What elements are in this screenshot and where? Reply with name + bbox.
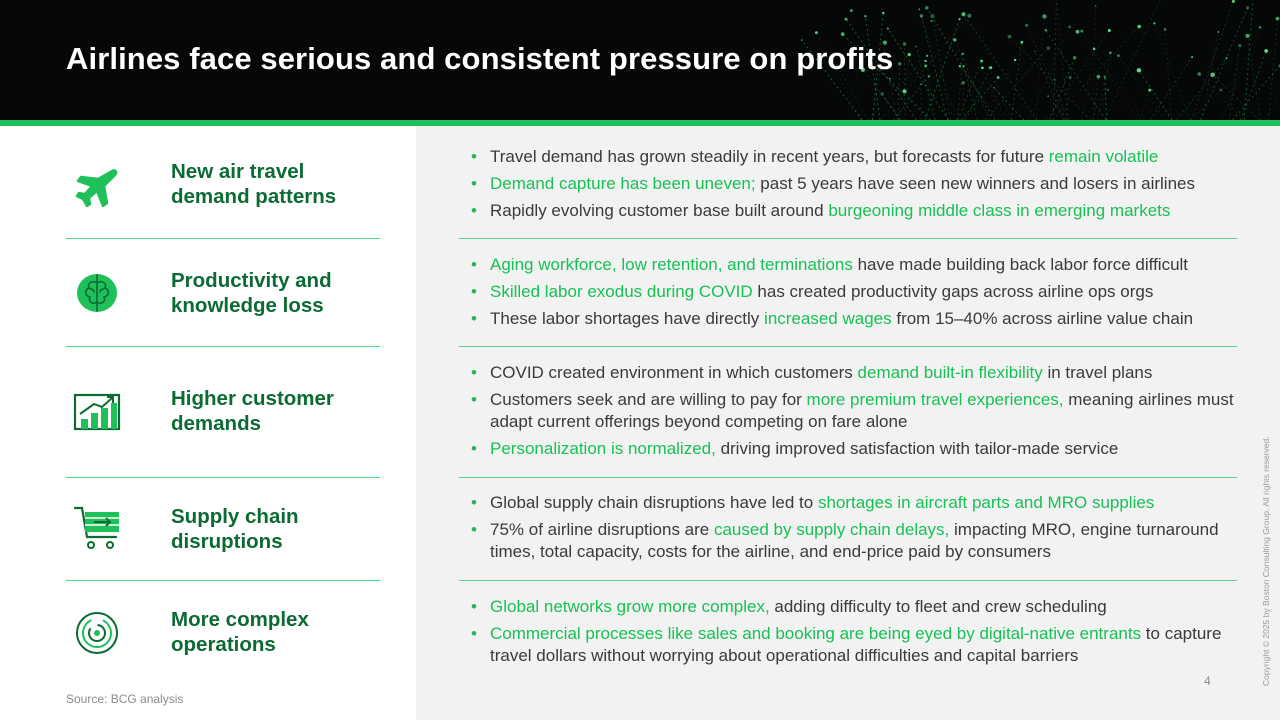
bullet-item [470, 389, 1250, 432]
bullet-text: Rapidly evolving customer base built around [490, 201, 829, 220]
section-label: New air travel demand patterns [171, 160, 337, 208]
bullet-text: has created productivity gaps across airline ops orgs [752, 282, 1154, 301]
divider [66, 580, 380, 581]
bullet-text: Global supply chain disruptions have led to [490, 493, 818, 512]
bullet-item [470, 362, 1250, 384]
bullet-text: These labor shortages have directly [490, 309, 765, 328]
highlight-text: demand built-in flexibility [857, 363, 1043, 382]
highlight-text: increased wages [764, 309, 892, 328]
bullet-text: driving improved satisfaction with tailor-made service [715, 438, 1119, 458]
bullet-item [470, 254, 1250, 276]
bullet-text: Travel demand has grown steadily in recent years, but forecasts for future [490, 147, 1049, 166]
bullet-item [470, 492, 1250, 514]
bullet-item [470, 146, 1250, 168]
bullet-text: Customers seek and are willing to pay for [490, 390, 807, 409]
bullet-text: adding difficulty to fleet and crew scheduling [769, 597, 1107, 616]
bullet-text: 75% of airline disruptions are [490, 520, 714, 539]
copyright-notice: Copyright © 2025 by Boston Consulting Group. All rights reserved. [1261, 436, 1271, 686]
highlight-text: caused by supply chain delays, [713, 520, 950, 539]
brain-icon [72, 268, 122, 318]
bullet-text: impacting MRO, engine turnaround times, total capacity, costs for the airline, and end-price paid by consumers [490, 520, 1219, 561]
divider [66, 238, 380, 239]
highlight-text: shortages in aircraft parts and MRO supplies [817, 493, 1155, 512]
highlight-text: Commercial processes like sales and booking are being eyed by digital-native entrants [490, 624, 1142, 643]
bullet-item [470, 200, 1250, 222]
highlight-text: burgeoning middle class in emerging markets [828, 201, 1171, 220]
airplane-icon [72, 163, 122, 213]
section-label: Productivity and knowledge loss [171, 269, 332, 317]
section-label: More complex operations [171, 608, 309, 656]
bullets-complex-operations [470, 596, 1250, 672]
divider [459, 580, 1237, 581]
concentric-circles-icon [72, 608, 122, 658]
bullet-item [470, 438, 1250, 460]
bullet-text: COVID created environment in which customers [490, 363, 858, 382]
bullet-item [470, 519, 1250, 562]
header-banner [0, 0, 1280, 120]
highlight-text: remain volatile [1048, 147, 1159, 166]
bullet-text: have made building back labor force difficult [852, 255, 1189, 274]
growth-chart-icon [72, 386, 122, 436]
bullet-item [470, 281, 1250, 303]
bullet-item [470, 596, 1250, 618]
highlight-text: Personalization is normalized, [490, 438, 716, 458]
section-label: Higher customer demands [171, 387, 334, 435]
bullet-item [470, 308, 1250, 330]
page-number: 4 [1204, 674, 1211, 688]
highlight-text: more premium travel experiences, [806, 390, 1064, 409]
divider [66, 477, 380, 478]
section-label: Supply chain disruptions [171, 505, 299, 553]
bullet-text: in travel plans [1042, 363, 1153, 382]
bullet-item [470, 623, 1250, 666]
bullets-customer-demands [470, 362, 1250, 465]
divider [459, 346, 1237, 347]
divider [459, 477, 1237, 478]
divider [459, 238, 1237, 239]
highlight-text: Global networks grow more complex, [490, 597, 770, 616]
bullet-text: meaning airlines must adapt current offerings beyond competing on fare alone [490, 390, 1234, 431]
highlight-text: Demand capture has been uneven; [490, 174, 756, 193]
bullet-text: past 5 years have seen new winners and losers in airlines [755, 174, 1195, 193]
bullets-supply-chain [470, 492, 1250, 568]
bullets-demand-patterns [470, 146, 1250, 227]
bullet-item [470, 173, 1250, 195]
divider [66, 346, 380, 347]
source-note: Source: BCG analysis [66, 692, 184, 706]
shopping-cart-icon [72, 503, 122, 553]
bullet-text: to capture travel dollars without worrying about operational difficulties and capital barriers [490, 624, 1222, 665]
highlight-text: Skilled labor exodus during COVID [490, 282, 753, 301]
page-title: Airlines face serious and consistent pressure on profits [66, 41, 894, 76]
bullet-text: from 15–40% across airline value chain [891, 309, 1194, 328]
bullets-productivity [470, 254, 1250, 335]
highlight-text: Aging workforce, low retention, and terminations [490, 255, 853, 274]
